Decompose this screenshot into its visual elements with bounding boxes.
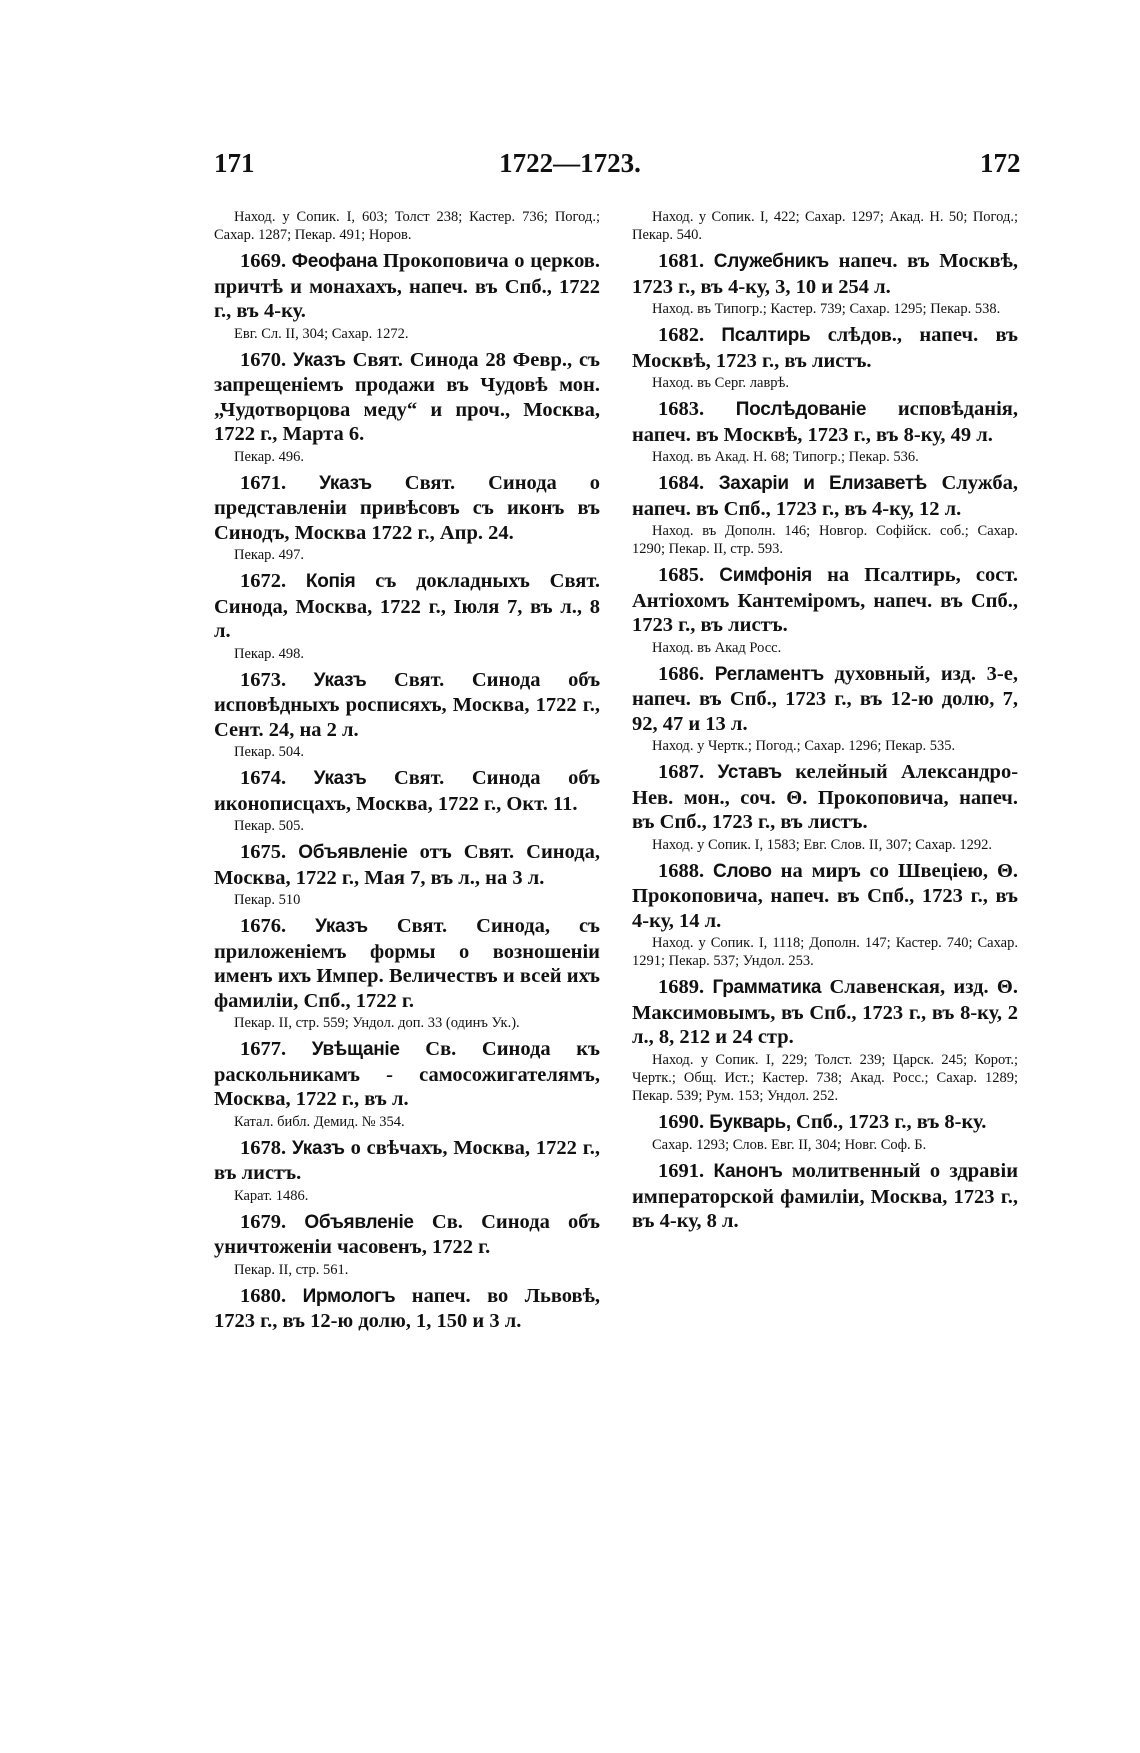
entry-source: Наход. у Сопик. I, 1583; Евг. Слов. II, 307; Сахар. 1292. bbox=[652, 836, 992, 853]
catalog-entry bbox=[632, 859, 1018, 971]
catalog-entry bbox=[632, 760, 1018, 854]
entry-number: 1675. bbox=[240, 841, 287, 863]
entry-description: Свят. Синода 28 Февр., съ запрещеніемъ продажи въ Чудовѣ мон. „Чудотворцова меду“ и проч., Москва, 1722 г., Марта 6. bbox=[214, 348, 601, 445]
entry-number: 1669. bbox=[240, 250, 287, 272]
entry-text-line bbox=[214, 840, 600, 890]
entry-text-line bbox=[214, 1210, 600, 1260]
entry-title: Указъ bbox=[319, 472, 372, 494]
entry-source: Катал. библ. Демид. № 354. bbox=[234, 1113, 405, 1130]
entry-description: Славенская, изд. Θ. Максимовымъ, въ Спб., 1723 г., въ 8-ку, 2 л., 8, 212 и 24 стр. bbox=[632, 976, 1018, 1048]
catalog-entry bbox=[214, 1037, 600, 1131]
entry-number: 1684. bbox=[658, 472, 705, 494]
entry-title: Грамматика bbox=[712, 977, 822, 998]
entry-number: 1678. bbox=[240, 1136, 287, 1159]
catalog-entry bbox=[214, 348, 600, 466]
entry-description: отъ Свят. Синода, Москва, 1722 г., Мая 7, въ л., на 3 л. bbox=[214, 841, 601, 889]
entry-number: 1688. bbox=[658, 859, 705, 882]
entry-source: Пекар. 497. bbox=[234, 547, 305, 563]
lead-source-block bbox=[632, 208, 1018, 244]
entry-description: на миръ со Швеціею, Θ. Прокоповича, напеч. въ Спб., 1723 г., въ 4-ку, 14 л. bbox=[632, 859, 1019, 932]
entry-text-line bbox=[632, 760, 1018, 835]
entry-text-line bbox=[214, 249, 600, 324]
entry-source: Наход. въ Акад Росс. bbox=[652, 639, 782, 656]
entry-text-line bbox=[632, 397, 1018, 447]
entry-text-line bbox=[632, 471, 1018, 521]
entry-number: 1679. bbox=[240, 1210, 287, 1233]
entry-text-line bbox=[214, 1284, 600, 1334]
entry-source: Наход. у Сопик. I, 603; Толст 238; Кастер. 736; Погод.; Сахар. 1287; Пекар. 491; Норов. bbox=[214, 209, 600, 243]
entry-number: 1687. bbox=[658, 761, 705, 783]
entry-source: Наход. у Сопик. I, 229; Толст. 239; Царск. 245; Корот.; Чертк.; Общ. Ист.; Кастер. 738; Акад. Росс.; Сахар. 1289; Пекар. 539; Рум. 153; Ундол. 252. bbox=[632, 1051, 1018, 1104]
entry-source: Сахар. 1293; Слов. Евг. II, 304; Новг. Соф. Б. bbox=[652, 1137, 927, 1153]
catalog-entry bbox=[214, 249, 600, 343]
entry-description: духовный, изд. 3-е, напеч. въ Спб., 1723 г., въ 12-ю долю, 7, 92, 47 и 13 л. bbox=[632, 662, 1018, 735]
entry-text-line bbox=[214, 668, 600, 743]
entry-description: Спб., 1723 г., въ 8-ку. bbox=[796, 1110, 987, 1133]
entry-description: Св. Синода къ раскольникамъ - самосожигателямъ, Москва, 1722 г., въ л. bbox=[214, 1038, 600, 1110]
entry-description: съ докладныхъ Свят. Синода, Москва, 1722 г., Іюля 7, въ л., 8 л. bbox=[214, 570, 600, 642]
entry-description: напеч. во Львовѣ, 1723 г., въ 12-ю долю, 1, 150 и 3 л. bbox=[214, 1284, 601, 1332]
entry-source: Наход. у Сопик. I, 1118; Дополн. 147; Кастер. 740; Сахар. 1291; Пекар. 537; Ундол. 253. bbox=[632, 935, 1018, 969]
entry-description: исповѣданія, напеч. въ Москвѣ, 1723 г., въ 8-ку, 49 л. bbox=[632, 398, 1019, 446]
entry-description: келейный Александро-Нев. мон., соч. Θ. Прокоповича, напеч. въ Спб., 1723 г., въ листъ. bbox=[632, 761, 1019, 833]
page-number-left: 171 bbox=[214, 148, 255, 178]
entry-title: Указъ bbox=[315, 916, 368, 937]
catalog-entry bbox=[632, 471, 1018, 558]
entry-description: о свѣчахъ, Москва, 1722 г., въ листъ. bbox=[214, 1136, 601, 1184]
entry-source: Наход. въ Серг. лаврѣ. bbox=[652, 375, 790, 391]
entry-number: 1680. bbox=[240, 1284, 287, 1307]
entry-title: Слово bbox=[713, 860, 772, 882]
catalog-entry bbox=[632, 563, 1018, 657]
entry-description: Свят. Синода объ исповѣдныхъ росписяхъ, Москва, 1722 г., Сент. 24, на 2 л. bbox=[214, 668, 601, 741]
entry-number: 1673. bbox=[240, 668, 287, 691]
entry-title: Объявленіе bbox=[304, 1211, 414, 1233]
entry-number: 1670. bbox=[240, 348, 287, 371]
entry-text-line bbox=[632, 1159, 1018, 1234]
entry-source: Наход. въ Дополн. 146; Новгор. Софійск. соб.; Сахар. 1290; Пекар. II, стр. 593. bbox=[632, 523, 1018, 557]
entry-source: Наход. у Чертк.; Погод.; Сахар. 1296; Пекар. 535. bbox=[652, 738, 956, 754]
entry-source: Наход. въ Акад. Н. 68; Типогр.; Пекар. 536. bbox=[652, 449, 919, 465]
entry-text-line bbox=[214, 1136, 600, 1186]
entry-title: Указъ bbox=[291, 1137, 345, 1159]
entry-text-line bbox=[632, 323, 1018, 373]
catalog-entry bbox=[632, 323, 1018, 392]
entry-number: 1672. bbox=[240, 570, 287, 592]
entry-description: Свят. Синода о представленіи привѣсовъ съ иконъ въ Синодъ, Москва 1722 г., Апр. 24. bbox=[214, 471, 601, 544]
entry-description: Прокоповича о церков. причтѣ и монахахъ, напеч. въ Спб., 1722 г., въ 4-ку. bbox=[214, 250, 601, 322]
entry-text-line bbox=[214, 348, 600, 447]
entry-title: Увѣщаніе bbox=[311, 1039, 400, 1060]
entry-source: Пекар. 496. bbox=[234, 448, 305, 465]
entry-description: Свят. Синода объ иконописцахъ, Москва, 1722 г., Окт. 11. bbox=[214, 767, 601, 815]
catalog-entry bbox=[214, 569, 600, 663]
entry-title: Симфонія bbox=[719, 565, 812, 586]
entry-number: 1689. bbox=[658, 976, 705, 998]
entry-text-line bbox=[632, 563, 1018, 638]
entry-source: Пекар. 498. bbox=[234, 645, 305, 662]
entry-text-line bbox=[214, 569, 600, 644]
entry-title: Копія bbox=[305, 571, 356, 592]
catalog-entry bbox=[214, 1284, 600, 1334]
entry-text-line bbox=[214, 1037, 600, 1112]
entry-number: 1671. bbox=[240, 471, 287, 494]
catalog-entry bbox=[632, 1110, 1018, 1155]
entry-number: 1686. bbox=[658, 662, 705, 685]
catalog-entry bbox=[632, 975, 1018, 1105]
left-column bbox=[214, 208, 600, 1339]
entry-title: Ирмологъ bbox=[302, 1285, 396, 1307]
catalog-entry bbox=[214, 1136, 600, 1205]
entry-source: Пекар. II, стр. 559; Ундол. доп. 33 (одинъ Ук.). bbox=[234, 1015, 520, 1031]
entry-text-line bbox=[632, 859, 1018, 934]
entry-number: 1691. bbox=[658, 1160, 705, 1182]
entry-source: Пекар. 504. bbox=[234, 744, 305, 760]
entry-source: Пекар. 505. bbox=[234, 818, 305, 834]
catalog-entry bbox=[214, 766, 600, 835]
entry-text-line bbox=[632, 249, 1018, 299]
entry-title: Захаріи и Елизаветѣ bbox=[718, 473, 927, 494]
entry-source: Наход. у Сопик. I, 422; Сахар. 1297; Акад. Н. 50; Погод.; Пекар. 540. bbox=[632, 209, 1018, 243]
page-number-right: 172 bbox=[980, 148, 1021, 178]
catalog-entry bbox=[632, 249, 1018, 318]
lead-source-block bbox=[214, 208, 600, 244]
entry-title: Регламентъ bbox=[714, 663, 824, 685]
entry-title: Букварь, bbox=[709, 1111, 791, 1133]
entry-source: Пекар. II, стр. 561. bbox=[234, 1261, 349, 1278]
entry-number: 1676. bbox=[240, 915, 287, 937]
entry-title: Указъ bbox=[313, 669, 367, 691]
entry-title: Уставъ bbox=[717, 762, 782, 783]
entry-number: 1681. bbox=[658, 250, 705, 272]
right-column bbox=[632, 208, 1018, 1239]
entry-source: Карат. 1486. bbox=[234, 1187, 309, 1204]
header-years: 1722—1723. bbox=[499, 148, 641, 178]
entry-title: Объявленіе bbox=[298, 842, 408, 863]
entry-description: Св. Синода объ уничтоженіи часовенъ, 1722 г. bbox=[214, 1210, 600, 1258]
catalog-entry bbox=[214, 840, 600, 909]
catalog-entry bbox=[214, 1210, 600, 1279]
entry-title: Послѣдованіе bbox=[735, 399, 867, 420]
catalog-entry bbox=[632, 397, 1018, 466]
entry-text-line bbox=[632, 975, 1018, 1050]
entry-title: Канонъ bbox=[713, 1161, 783, 1182]
entry-description: слѣдов., напеч. въ Москвѣ, 1723 г., въ листъ. bbox=[632, 324, 1018, 372]
entry-source: Пекар. 510 bbox=[234, 892, 301, 908]
entry-number: 1683. bbox=[658, 398, 705, 420]
catalog-entry bbox=[632, 1159, 1018, 1234]
running-header bbox=[0, 148, 1140, 188]
entry-description: Служба, напеч. въ Спб., 1723 г., въ 4-ку, 12 л. bbox=[632, 472, 1018, 520]
entry-title: Служебникъ bbox=[713, 251, 829, 272]
entry-text-line bbox=[214, 766, 600, 816]
entry-number: 1685. bbox=[658, 564, 705, 586]
entry-title: Указъ bbox=[292, 349, 346, 371]
entry-text-line bbox=[632, 662, 1018, 737]
entry-number: 1690. bbox=[658, 1110, 705, 1133]
catalog-entry bbox=[632, 662, 1018, 756]
entry-source: Евг. Сл. II, 304; Сахар. 1272. bbox=[234, 325, 409, 342]
entry-description: Свят. Синода, съ приложеніемъ формы о возношеніи именъ ихъ Импер. Величествъ и всей ихъ фамиліи, Спб., 1722 г. bbox=[214, 915, 601, 1012]
entry-text-line bbox=[632, 1110, 1018, 1136]
catalog-entry bbox=[214, 668, 600, 762]
entry-number: 1674. bbox=[240, 767, 287, 789]
entry-title: Феофана bbox=[291, 251, 378, 272]
entry-description: напеч. въ Москвѣ, 1723 г., въ 4-ку, 3, 10 и 254 л. bbox=[632, 250, 1019, 298]
entry-source: Наход. въ Типогр.; Кастер. 739; Сахар. 1295; Пекар. 538. bbox=[652, 301, 1001, 317]
entry-number: 1682. bbox=[658, 324, 705, 346]
entry-title: Псалтирь bbox=[721, 325, 811, 346]
entry-text-line bbox=[214, 471, 600, 546]
entry-number: 1677. bbox=[240, 1038, 287, 1060]
catalog-entry bbox=[214, 471, 600, 565]
entry-description: молитвенный о здравіи императорской фамиліи, Москва, 1723 г., въ 4-ку, 8 л. bbox=[632, 1160, 1019, 1232]
catalog-entry bbox=[214, 914, 600, 1032]
entry-title: Указъ bbox=[313, 768, 367, 789]
entry-description: на Псалтирь, сост. Антіохомъ Кантеміромъ, напеч. въ Спб., 1723 г., въ листъ. bbox=[632, 564, 1019, 636]
entry-text-line bbox=[214, 914, 600, 1013]
